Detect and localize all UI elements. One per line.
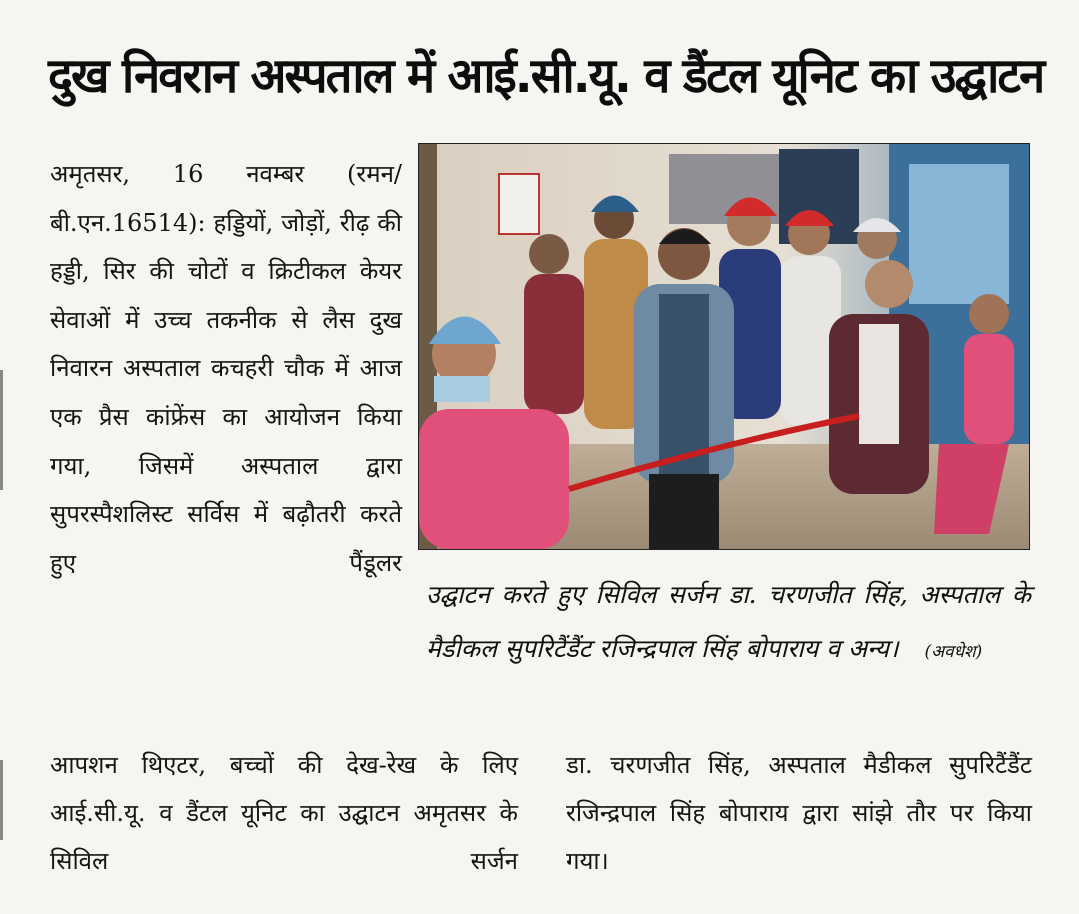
- dateline: अमृतसर, 16 नवम्बर (रमन/ बी.एन.16514):: [50, 160, 402, 237]
- ribbon-cutting-photo: [419, 144, 1029, 549]
- photo-caption-text: उद्घाटन करते हुए सिविल सर्जन डा. चरणजीत सिंह, अस्पताल के मैडीकल सुपरिटैंडैंट रजिन्द्रपाल सिंह बोपाराय व अन्य।: [426, 580, 1031, 663]
- photo-caption: [426, 568, 1031, 679]
- news-photo: [418, 143, 1030, 550]
- article-paragraph-left: हड्डियों, जोड़ों, रीढ़ की हड्डी, सिर की चोटों व क्रिटीकल केयर सेवाओं में उच्च तकनीक से लैस दुख निवारन अस्पताल कचहरी चौक में आज एक प्रैस कांफ्रेंस का आयोजन किया गया, जिसमें अस्पताल द्वारा सुपरस्पैशलिस्ट सर्विस में बढ़ौतरी करते हुए पैंडूलर: [50, 208, 402, 577]
- photo-credit: (अवधेश): [924, 642, 983, 662]
- article-body-left: [50, 150, 402, 736]
- article-body-right: डा. चरणजीत सिंह, अस्पताल मैडीकल सुपरिटैंडैंट रजिन्द्रपाल सिंह बोपाराय द्वारा सांझे तौर पर किया गया।: [566, 751, 1032, 875]
- page-edge-mark: [0, 370, 3, 490]
- headline: दुख निवरान अस्पताल में आई.सी.यू. व डैंटल यूनिट का उद्घाटन: [48, 48, 1044, 104]
- article-body-bottom: आपशन थिएटर, बच्चों की देख-रेख के लिए आई.सी.यू. व डैंटल यूनिट का उद्घाटन अमृतसर के सिविल सर्जन: [50, 751, 518, 875]
- page-edge-mark: [0, 760, 3, 840]
